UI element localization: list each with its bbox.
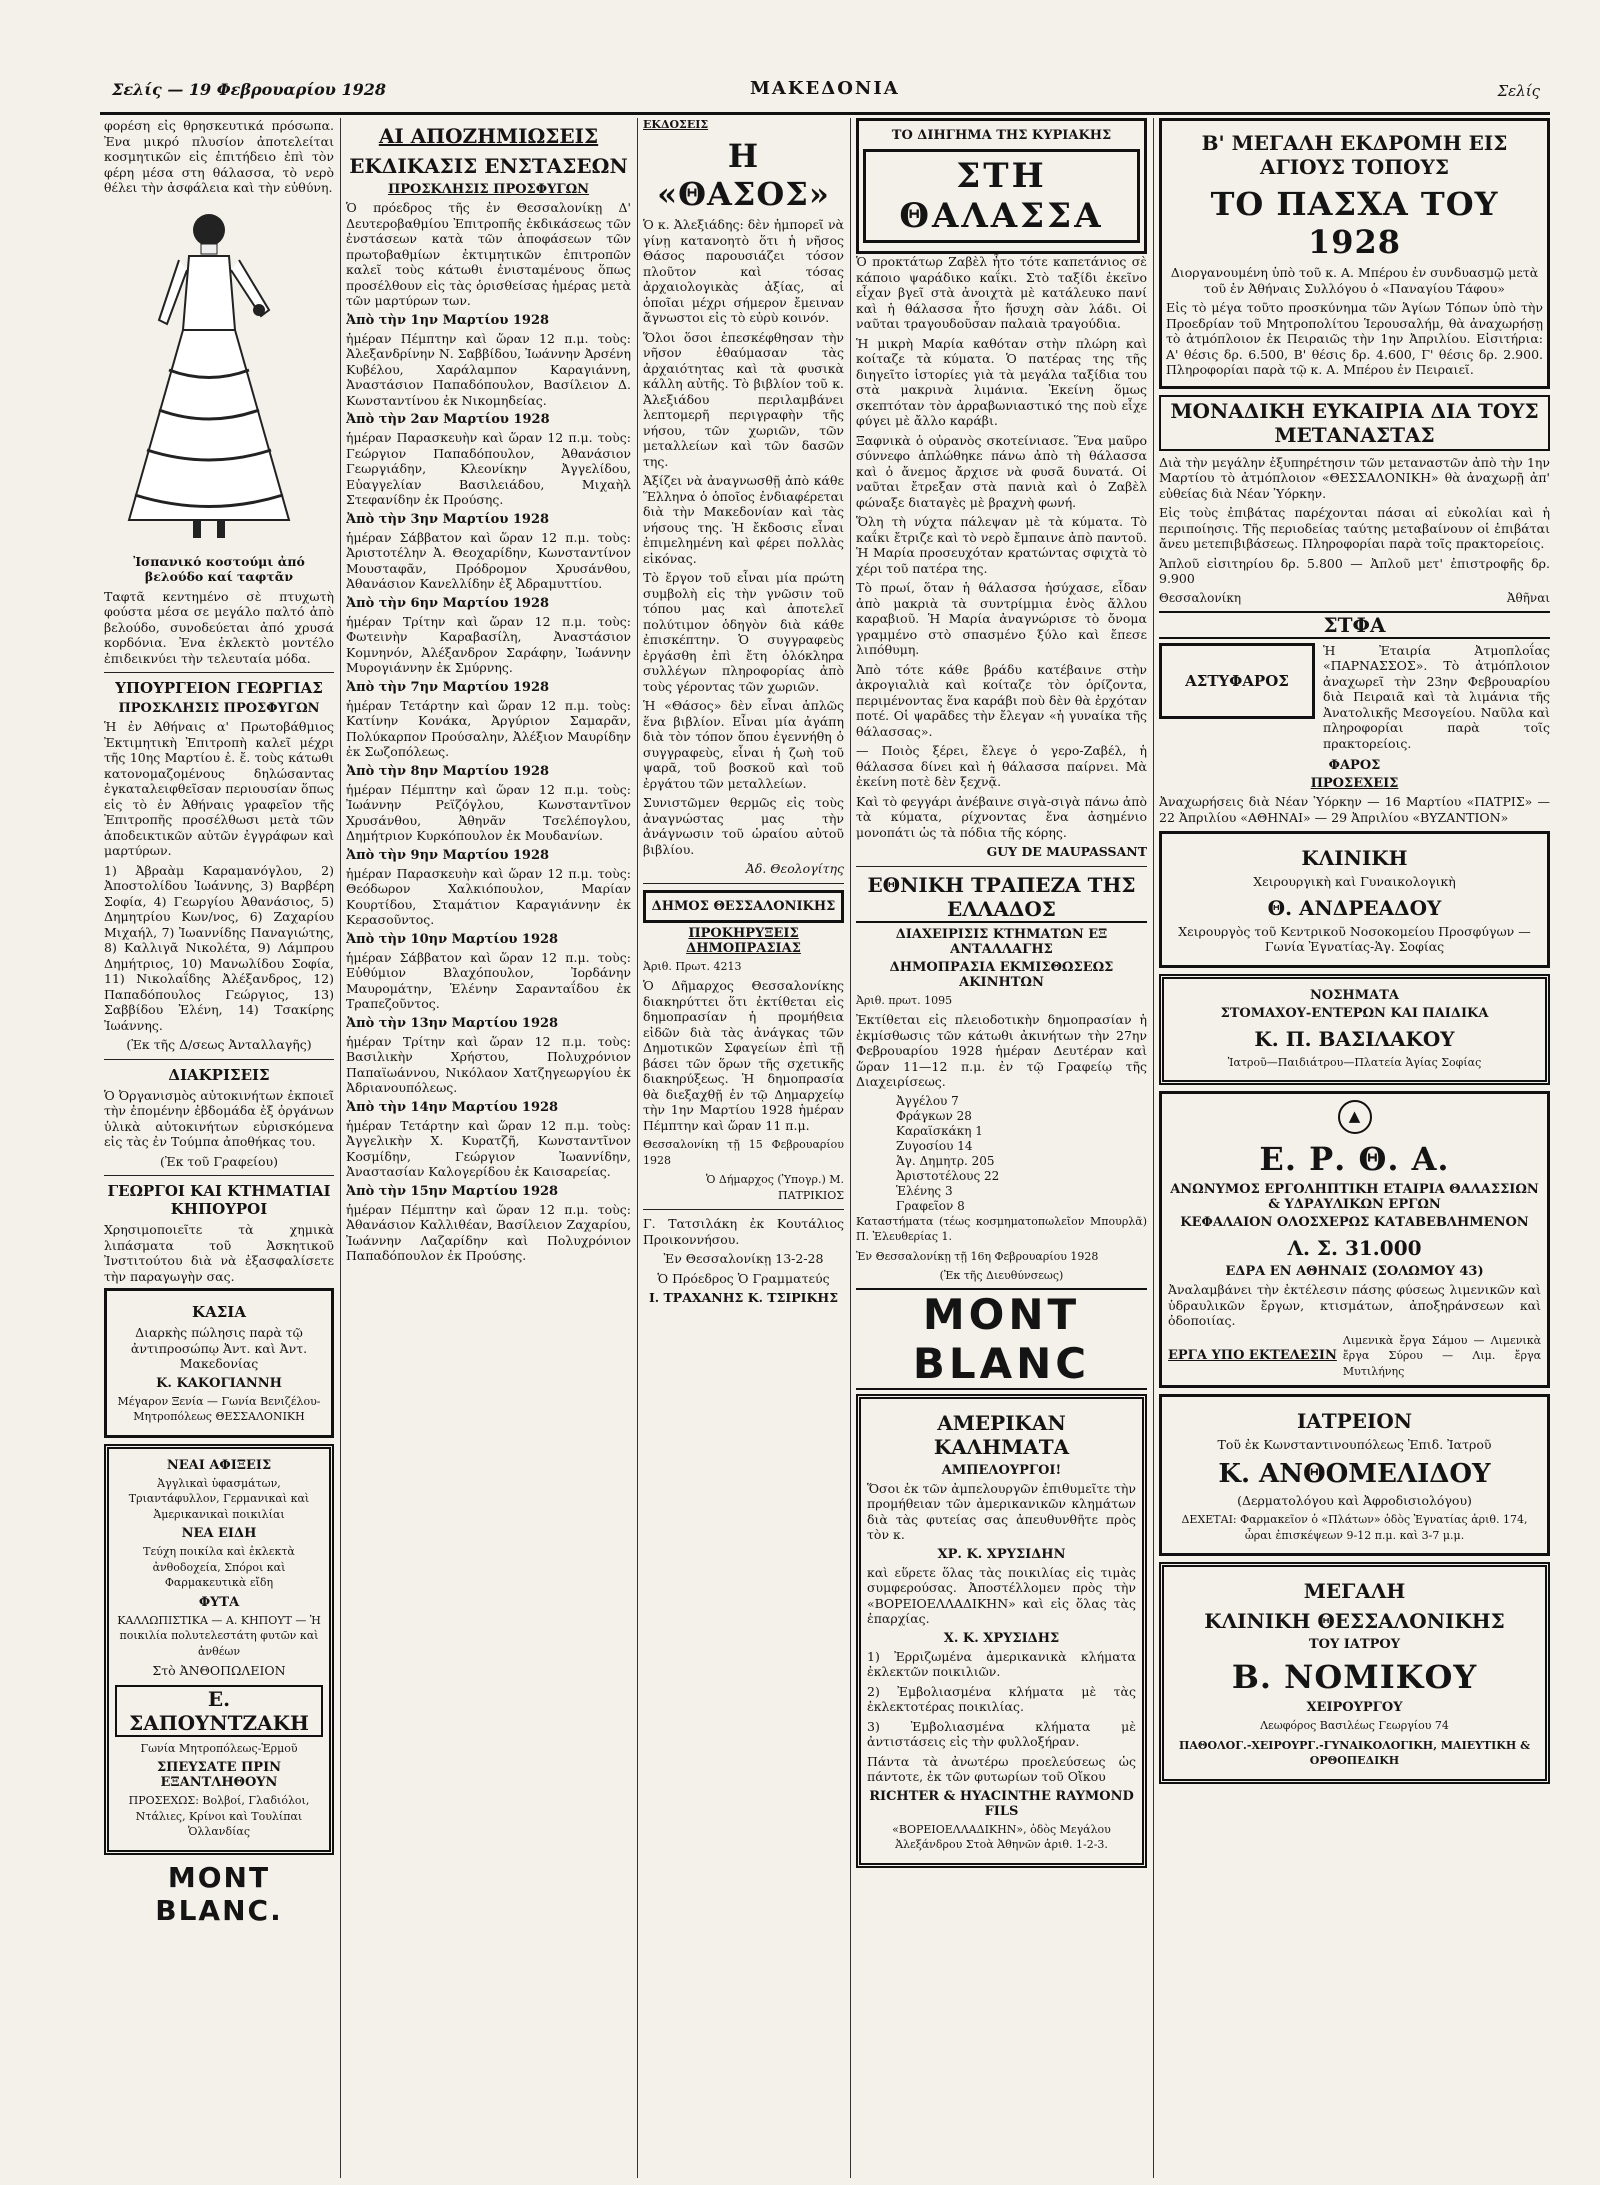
plants-title: ΦΥΤΑ	[198, 1594, 240, 1610]
divider	[104, 672, 334, 673]
stfa-logo: ΑΣΤΥΦΑΡΟΣ	[1159, 643, 1315, 719]
bank-property-item: Ζυγοσίου 14	[896, 1138, 973, 1153]
short-story-header	[856, 118, 1147, 254]
footer-line-2: Ἐν Θεσσαλονίκῃ 13-2-28	[663, 1251, 824, 1266]
schedule-text: ἡμέραν Πέμπτην καὶ ὥραν 12 π.μ. τοὺς: Ἀθανάσιον Καλλιθέαν, Βασίλειον Ζαχαρίου, Ἰωάννην Λαζαρίδην καὶ Πολυχρόνιον Παπαδόπουλον ἐκ Προύσης.	[346, 1201, 631, 1263]
schedule-date: Ἀπὸ τὴν 3ην Μαρτίου 1928	[346, 511, 550, 527]
iatreion-specialty: (Δερματολόγου καὶ Ἀφροδισιολόγου)	[1237, 1492, 1472, 1508]
clinic-subtitle: Χειρουργικὴ καὶ Γυναικολογικὴ	[1253, 874, 1456, 889]
fashion-intro: φορέση εἰς θρησκευτικά πρόσωπα. Ἐνα μικρό πλυσίον ἀποτελείται κοσμητικῶν εἰς ἐπιτήδειο ἐπὶ τὸν φέρη μέσα στη θάλασσα, τὸ νερὸ θέλει τὴν ἀσφάλεια καὶ τὴν εὐθύνη.	[104, 118, 334, 195]
column-rule	[850, 118, 851, 2178]
schedule-date: Ἀπὸ τὴν 13ην Μαρτίου 1928	[346, 1015, 559, 1031]
bank-date: Ἐν Θεσσαλονίκῃ τῇ 16η Φεβρουαρίου 1928	[856, 1249, 1099, 1263]
ertha-badge-row	[1168, 1100, 1541, 1134]
schedule-text: ἡμέραν Σάββατον καὶ ὥραν 12 π.μ. τοὺς: Εὐθύμιον Βλαχόπουλον, Ἰορδάνην Μαυρομάτην, Ἑλένην Σαρανταΐδου ἐκ Τραπεζοῦντος.	[346, 949, 631, 1011]
story-p1: Ὁ προκτάτωρ Ζαβὲλ ἦτο τότε καπετάνιος σὲ κάποιο ψαράδικο καΐκι. Στὸ ταξίδι ἐκεῖνο εἶχαν βγεῖ στὰ ἀνοιχτὰ μὲ κατάλευκο πανί καὶ ἡ θάλασσα ἦτο ἥσυχη σὰν λάδι. Οἱ ναῦται τραγουδοῦσαν παλαιὰ τραγούδια.	[856, 254, 1147, 331]
column-2	[346, 118, 631, 2178]
column-rule	[340, 118, 341, 2178]
mont-blanc-banner: MONT BLANC	[856, 1288, 1147, 1390]
bank-subtitle-2: ΔΗΜΟΠΡΑΣΙΑ ΕΚΜΙΣΘΩΣΕΩΣ ΑΚΙΝΗΤΩΝ	[889, 959, 1114, 990]
ministry-text: Ἡ ἐν Ἀθήναις α' Πρωτοβάθμιος Ἐκτιμητικὴ Ἐπιτροπὴ καλεῖ μέχρι τῆς 10ης Μαρτίου ἐ. ἔ. τοὺς κάτωθι κατονομαζομένους δηλώσαντας ἐγκαταλειφθεῖσαν περιουσίαν ὅπως εἰς τὸ ἐν Ἀθήναις γραφεῖον τῆς Ἐπιτροπῆς προσέλθωσι μετὰ τῶν ἀποδεικτικῶν αὐτῶν ἐγγράφων καὶ μαρτύρων.	[104, 719, 334, 858]
divider	[643, 1209, 844, 1210]
faros-label: ΦΑΡΟΣ	[1328, 758, 1381, 773]
works-row	[1168, 1333, 1541, 1380]
municipality-number: Ἀριθ. Πρωτ. 4213	[643, 959, 742, 973]
kasia-ad	[104, 1288, 334, 1438]
flower-shop-ad	[104, 1444, 334, 1855]
departures-text: Ἀναχωρήσεις διὰ Νέαν Ὑόρκην — 16 Μαρτίου «ΠΑΤΡΙΣ» — 22 Ἀπριλίου «ΑΘΗΝΑΙ» — 29 Ἀπριλίου «ΒΥΖΑΝΤΙΟΝ»	[1159, 794, 1550, 825]
hurry-note: ΣΠΕΥΣΑΤΕ ΠΡΙΝ ΕΞΑΝΤΛΗΘΟΥΝ	[156, 1760, 282, 1790]
bank-number: Ἀριθ. πρωτ. 1095	[856, 993, 953, 1007]
municipality-title-box	[643, 890, 844, 923]
american-vines-name2: Χ. Κ. ΧΡΥΣΙΔΗΣ	[943, 1630, 1060, 1646]
pediatrician-address: Ἰατροῦ—Παιδιάτρου—Πλατεία Ἁγίας Σοφίας	[1227, 1055, 1482, 1069]
schedule-text: ἡμέραν Τετάρτην καὶ ὥραν 12 π.μ. τοὺς: Κατίνην Κονάκα, Ἀργύριον Σαμαρᾶν, Πολύκαρπον Προύσαλην, Ἀλέξιον Μαυρίδην ἐκ Σωζοπόλεως.	[346, 697, 631, 759]
fashion-text: Ταφτᾶ κεντημένο σὲ πτυχωτὴ φούστα μέσα σε μεγάλο παλτό ἀπὸ βελούδο, συνοδεύεται ἀπό χρυσά κορδόνια. Ἐνα ἐκλεκτὸ μοντέλο ἐπιδεικνύει τὴν τελευταία μόδα.	[104, 588, 334, 666]
schedule-date: Ἀπὸ τὴν 9ην Μαρτίου 1928	[346, 847, 550, 863]
municipality-date: Θεσσαλονίκη τῇ 15 Φεβρουαρίου 1928	[643, 1138, 844, 1167]
thasos-p6: Συνιστῶμεν θερμῶς εἰς τοὺς ἀναγνώστας μας τὴν ἀνάγνωσιν τοῦ ὡραίου αὐτοῦ βιβλίου.	[643, 795, 844, 857]
stfa-row	[1159, 643, 1550, 756]
stfa-title: ΣΤΦΑ	[1159, 611, 1550, 639]
page-number: Σελίς	[1497, 82, 1540, 100]
bank-property-item: Ἀγγέλου 7	[896, 1093, 959, 1108]
schedule-text: ἡμέραν Παρασκευὴν καὶ ὥραν 12 π.μ. τοὺς: Γεώργιον Παπαδόπουλον, Ἀθανάσιον Γεωργιάδην, Κλεονίκην Ἀγγελίδου, Εὐαγγελίαν Βασιλειάδου, Μιχαὴλ Στεφανίδην ἐκ Προύσης.	[346, 430, 631, 507]
flower-shop-label: Στὸ ἈΝΘΟΠΩΛΕΙΟΝ	[152, 1663, 286, 1678]
column-rule	[1153, 118, 1154, 2178]
attention-note: ΠΡΟΣΕΧΩΣ: Βολβοί, Γλαδιόλοι, Ντάλιες, Κρίνοι καὶ Τουλίπαι Ὁλλανδίας	[128, 1794, 310, 1838]
american-vines-ad	[856, 1394, 1147, 1868]
big-clinic-megali: ΜΕΓΑΛΗ	[1303, 1579, 1406, 1603]
thasos-p5: Ἡ «Θάσος» δὲν εἶναι ἁπλῶς ἕνα βιβλίον. Εἶναι μία ἀγάπη διὰ τὸν τόπον ὅπου ἐγεννήθη ὁ συγγραφεὺς, εἶναι ἡ ζωὴ τοῦ ψαρᾶ, τοῦ βοσκοῦ καὶ τοῦ ἐργάτου τῶν μεταλλείων.	[643, 698, 844, 791]
ministry-subtitle: ΠΡΟΣΚΛΗΣΙΣ ΠΡΟΣΦΥΓΩΝ	[118, 701, 320, 716]
compensation-sub2: ΠΡΟΣΚΛΗΣΙΣ ΠΡΟΣΦΥΓΩΝ	[387, 182, 590, 197]
story-p7: — Ποιὸς ξέρει, ἔλεγε ὁ γερο-Ζαβέλ, ἡ θάλασσα δίνει καὶ ἡ θάλασσα παίρνει. Μὰ ἐκείνη ποτὲ δὲν ξεχνᾷ.	[856, 743, 1147, 789]
ertha-title: Ε. Ρ. Θ. Α.	[1259, 1140, 1450, 1178]
pilgrimage-ad	[1159, 118, 1550, 389]
divider	[643, 883, 844, 884]
schedule-text: ἡμέραν Σάββατον καὶ ὥραν 12 π.μ. τοὺς: Ἀριστοτέλην Ἀ. Θεοχαρίδην, Κωνσταντίνον Μουσταφᾶν, Πρόδρομον Χρυσάνθου, Ἀθανάσιον Κανελλίδην ἐξ Ἀδραμυττίου.	[346, 529, 631, 591]
american-vines-subtitle: ΑΜΠΕΛΟΥΡΓΟΙ!	[941, 1462, 1062, 1478]
schedule-date: Ἀπὸ τὴν 15ην Μαρτίου 1928	[346, 1183, 559, 1199]
departures-title: ΠΡΟΣΕΧΕΙΣ	[1310, 776, 1399, 791]
bank-property-item: Ἑλένης 3	[896, 1183, 953, 1198]
story-kicker: ΤΟ ΔΙΗΓΗΜΑ ΤΗΣ ΚΥΡΙΑΚΗΣ	[891, 128, 1112, 143]
route-to: Ἀθῆναι	[1506, 590, 1550, 605]
ertha-capital-label: ΚΕΦΑΛΑΙΟΝ ΟΛΟΣΧΕΡΩΣ ΚΑΤΑΒΕΒΛΗΜΕΝΟΝ	[1180, 1215, 1529, 1230]
bank-text: Ἐκτίθεται εἰς πλειοδοτικὴν δημοπρασίαν ἡ ἐκμίσθωσις τῶν κάτωθι ἀκινήτων τὴν 27ην Φεβρουαρίου 1928 ἡμέραν Δευτέραν καὶ ὥραν 11—12 π.μ. ἐν τῷ Γραφείῳ τῆς Διαχειρίσεως.	[856, 1012, 1147, 1089]
fashion-illustration	[109, 200, 329, 550]
new-arrivals-title: ΝΕΑΙ ΑΦΙΞΕΙΣ	[166, 1457, 272, 1473]
pediatrician-name: Κ. Π. ΒΑΣΙΛΑΚΟΥ	[1254, 1026, 1455, 1051]
divider	[856, 866, 1147, 867]
thasos-p4: Τὸ ἔργον τοῦ εἶναι μία πρώτη συμβολὴ εἰς τὴν γνῶσιν τοῦ τόπου μας καὶ ἀποτελεῖ πολύτιμον ὁδηγὸν διὰ κάθε ἐπισκέπτην. Ὁ συγγραφεὺς ἐργάσθη ἐπὶ ἔτη ὁλόκληρα συλλέγων πληροφορίας ἀπὸ τοὺς γέροντας τῶν χωριῶν.	[643, 570, 844, 694]
story-title: ΣΤΗ ΘΑΛΑΣΣΑ	[863, 149, 1140, 243]
story-p5: Τὸ πρωί, ὅταν ἡ θάλασσα ἡσύχασε, εἶδαν ἀπὸ μακριὰ τὰ συντρίμμια ἑνὸς ἄλλου καραβιοῦ. Ἡ Μαρία ἀναγνώρισε τὸ ὄνομα γραμμένο στὸ σπασμένο ξύλο καὶ ἔπεσε λιπόθυμη.	[856, 580, 1147, 657]
kasia-title: ΚΑΣΙΑ	[192, 1303, 246, 1321]
bank-tail: Καταστήματα (τέως κοσμηματοπωλεῖον Μπουρλᾶ) Π. Ἐλευθερίας 1.	[856, 1214, 1147, 1243]
schedule-date: Ἀπὸ τὴν 2αν Μαρτίου 1928	[346, 412, 550, 427]
georgoi-title: ΓΕΩΡΓΟΙ ΚΑΙ ΚΤΗΜΑΤΙΑΙ ΚΗΠΟΥΡΟΙ	[107, 1182, 331, 1218]
clinic-doctor: Θ. ΑΝΔΡΕΑΔΟΥ	[1267, 895, 1442, 920]
american-vines-list1: 1) Ἐρριζωμένα ἀμερικανικὰ κλήματα ἐκλεκτῶν ποικιλιῶν.	[867, 1648, 1136, 1679]
column-4	[856, 118, 1147, 2178]
clinic-text: Χειρουργὸς τοῦ Κεντρικοῦ Νοσοκομείου Προσφύγων — Γωνία Ἐγνατίας-Ἁγ. Σοφίας	[1178, 923, 1531, 954]
schedule-date: Ἀπὸ τὴν 8ην Μαρτίου 1928	[346, 763, 550, 779]
schedule-date: Ἀπὸ τὴν 10ην Μαρτίου 1928	[346, 931, 559, 947]
iatreion-doctor: Κ. ΑΝΘΟΜΕΛΙΔΟΥ	[1218, 1458, 1491, 1489]
thasos-p3: Ἀξίζει νὰ ἀναγνωσθῇ ἀπὸ κάθε Ἕλληνα ὁ ὁποῖος ἐνδιαφέρεται διὰ τὴν Μακεδονίαν καὶ τὰς νήσους της. Ἡ ἔκδοσις εἶναι ἐπιμελημένη καὶ φέρει πολλὰς εἰκόνας.	[643, 473, 844, 566]
big-clinic-ad	[1159, 1562, 1550, 1784]
emigrants-p2: Εἰς τοὺς ἐπιβάτας παρέχονται πάσαι αἱ εὐκολίαι καὶ ἡ περιποίησις. Τῆς περιοδείας ταύτης μεταβαίνουν οἱ ἐπιβάται ἄνευ μετεπιβιβάσεως. Πληροφορίαι παρὰ τοῖς πρακτορείοις.	[1159, 505, 1550, 551]
pilgrimage-title-2: ΤΟ ΠΑΣΧΑ ΤΟΥ 1928	[1210, 185, 1499, 261]
ertha-capital: Λ. Σ. 31.000	[1287, 1236, 1422, 1260]
masthead	[100, 78, 1550, 115]
schedule-date: Ἀπὸ τὴν 1ην Μαρτίου 1928	[346, 312, 550, 328]
column-rule	[637, 118, 638, 2178]
schedule-text: ἡμέραν Πέμπτην καὶ ὥραν 12 π.μ. τοὺς: Ἀλεξανδρίνην Ν. Σαββίδου, Ἰωάννην Ἀρσένη Κυβέλου, Χαράλαμπον Καραγιάννη, Ἀναστάσιον Παπαδόπουλον, Βασίλειον Δ. Κωνσταντίνου ἐκ Νικομηδείας.	[346, 330, 631, 408]
thasos-sign: Ἀδ. Θεολογίτης	[745, 861, 844, 876]
kasia-text: Διαρκὴς πώλησις παρὰ τῷ ἀντιπροσώπῳ Ἀντ. καὶ Ἀντ. Μακεδονίας	[130, 1325, 308, 1371]
works-list: Λιμενικὰ ἔργα Σάμου — Λιμενικὰ ἔργα Σύρου — Λιμ. ἔργα Μυτιλήνης	[1342, 1333, 1541, 1378]
story-p3: Ξαφνικὰ ὁ οὐρανὸς σκοτείνιασε. Ἕνα μαῦρο σύννεφο ἁπλώθηκε πάνω ἀπὸ τὴ θάλασσα καὶ ὁ ἄνεμος ἄρχισε νὰ φυσᾶ δυνατά. Οἱ ναῦται ἔτρεξαν στὰ πανιὰ καὶ ὁ Ζαβὲλ φώναξε διαταγὲς μὲ βραχνὴ φωνή.	[856, 432, 1147, 510]
pediatric-ad	[1159, 974, 1550, 1086]
american-vines-list2: 2) Ἐμβολιασμένα κλήματα μὲ τὰς ἐκλεκτοτέρας ποικιλίας.	[867, 1683, 1136, 1714]
ertha-subtitle: ΑΝΩΝΥΜΟΣ ΕΡΓΟΛΗΠΤΙΚΗ ΕΤΑΙΡΙΑ ΘΑΛΑΣΣΙΩΝ & ΥΔΡΑΥΛΙΚΩΝ ΕΡΓΩΝ	[1170, 1182, 1539, 1212]
bank-property-item: Ἀριστοτέλους 22	[896, 1168, 1000, 1183]
stfa-text: Ἡ Ἐταιρία Ἀτμοπλοΐας «ΠΑΡΝΑΣΣΟΣ». Τὸ ἀτμόπλοιον ἀναχωρεῖ τὴν 23ην Φεβρουαρίου διὰ Πειραιᾶ καὶ τὰ λιμάνια τῆς Ἀνατολικῆς Μεσογείου. Ναῦλα καὶ πληροφορίαι παρὰ τοῖς πρακτορείοις.	[1323, 642, 1550, 751]
diakrixeis-title: ΔΙΑΚΡΙΣΕΙΣ	[168, 1065, 270, 1084]
georgoi-text: Χρησιμοποιεῖτε τὰ χημικὰ λιπάσματα τοῦ Ἀσκητικοῦ Ἰνστιτούτου διὰ νὰ ἐξασφαλίσετε τὴν παραγωγὴν σας.	[104, 1222, 334, 1284]
new-items-text: Τεύχη ποικίλα καὶ ἐκλεκτὰ ἀνθοδοχεία, Σπόροι καὶ Φαρμακευτικὰ εἴδη	[143, 1545, 295, 1589]
pilgrimage-text: Εἰς τὸ μέγα τοῦτο προσκύνημα τῶν Ἁγίων Τόπων ὑπὸ τὴν Προεδρίαν τοῦ Μητροπολίτου Ἱερουσαλήμ, θὰ ἀναχωρήσῃ τὸ ἀτμόπλοιον ἐκ Πειραιῶς τὴν 1ην Ἀπριλίου. Εἰσιτήρια: Α' θέσις δρ. 6.500, Β' θέσις δρ. 4.600, Γ' θέσις δρ. 2.900. Πληροφορίαι παρὰ τῷ κ. Α. Μπέρου ἐν Πειραιεῖ.	[1166, 300, 1543, 377]
ministry-title: ΥΠΟΥΡΓΕΙΟΝ ΓΕΩΡΓΙΑΣ	[115, 679, 323, 697]
ministry-list: 1) Ἀβραὰμ Καραμανόγλου, 2) Ἀποστολίδου Ἰωάννης, 3) Βαρβέρη Σοφία, 4) Γεωργίου Ἀθανάσιος, 5) Δημητρίου Κων/νος, 6) Ζαχαρίου Μιχαήλ, 7) Ἰωαννίδης Παναγιώτης, 8) Καλλιγᾶ Νικολέτα, 9) Λάμπρου Δημήτριος, 10) Μανωλίδου Σοφία, 11) Νικολαΐδης Ἀλέξανδρος, 12) Παπαδόπουλος Γεώργιος, 13) Σαββίδου Ἑλένη, 14) Τσακίρης Ἰωάννης.	[104, 862, 334, 1033]
american-vines-name1: ΧΡ. Κ. ΧΡΥΣΙΔΗΝ	[937, 1546, 1066, 1562]
divider	[104, 1059, 334, 1060]
route-line	[1159, 591, 1550, 605]
schedule-text: ἡμέραν Τρίτην καὶ ὥραν 12 π.μ. τοὺς: Φωτεινὴν Καραβασίλη, Ἀναστάσιον Κομνηνόν, Ἀλέξανδρον Σαράφην, Ἰωάννην Μυρογιάννην ἐκ Σμύρνης.	[346, 613, 631, 675]
footer-line-4: Ι. ΤΡΑΧΑΝΗΣ Κ. ΤΣΙΡΙΚΗΣ	[648, 1290, 839, 1305]
figure-caption: Ἰσπανικό κοστούμι ἀπό βελούδο καί ταφτᾶν	[133, 553, 305, 584]
spanish-costume-figure	[109, 200, 329, 550]
compensation-intro: Ὁ πρόεδρος τῆς ἐν Θεσσαλονίκῃ Δ' Δευτεροβαθμίου Ἐπιτροπῆς ἐκδικάσεως τῶν ἐνστάσεων κατὰ τῶν ἀποφάσεων τῶν πρωτοβαθμίων ἐκτιμητικῶν ἐπιτροπῶν καλεῖ τοὺς κάτωθι ἐνισταμένους ὅπως προσέλθουν εἰς τὰς ὁρισθείσας ἡμέρας μετὰ τῶν μαρτύρων των.	[346, 200, 631, 308]
diseases-title: ΝΟΣΗΜΑΤΑ	[1310, 987, 1399, 1003]
story-p6: Ἀπὸ τότε κάθε βράδυ κατέβαινε στὴν ἀκρογιαλιὰ καὶ κοίταζε τὸν ὁρίζοντα, περιμένοντας ἕνα καράβι ποὺ δὲν θὰ ἐρχόταν ποτέ. Οἱ ψαρᾶδες τὴν ἔλεγαν «ἡ γυναίκα τῆς θάλασσας».	[856, 661, 1147, 739]
schedule-date: Ἀπὸ τὴν 7ην Μαρτίου 1928	[346, 679, 550, 695]
footer-line-1: Γ. Τατσιλάκη ἐκ Κουτάλιος Προικοννήσου.	[643, 1216, 844, 1247]
big-clinic-doctor: Β. ΝΟΜΙΚΟΥ	[1231, 1658, 1478, 1696]
diseases-subtitle: ΣΤΟΜΑΧΟΥ-ΕΝΤΕΡΩΝ ΚΑΙ ΠΑΙΔΙΚΑ	[1220, 1005, 1489, 1021]
compensation-sub1: ΕΚΔΙΚΑΣΙΣ ΕΝΣΤΑΣΕΩΝ	[349, 154, 628, 178]
pilgrimage-title: Β' ΜΕΓΑΛΗ ΕΚΔΡΟΜΗ ΕΙΣ ΑΓΙΟΥΣ ΤΟΠΟΥΣ	[1201, 131, 1508, 179]
diakrixeis-text: Ὁ Ὀργανισμὸς αὐτοκινήτων ἐκποιεῖ τὴν ἐπομένην ἐβδομάδα ἐξ ὀργάνων ὑλικὰ αὐτοκινήτων εὑρισκόμενα εἰς τὰς ἐν Τούμπα ἀποθήκας του.	[104, 1087, 334, 1149]
new-arrivals-text: Ἀγγλικαὶ ὑφασμάτων, Τριαντάφυλλον, Γερμανικαὶ καὶ Ἀμερικανικαὶ ποικιλίαι	[128, 1476, 310, 1521]
thasos-p1: Ὁ κ. Ἀλεξιάδης: δὲν ἠμπορεῖ νὰ γίνῃ κατανοητὸ ὅτι ἡ νῆσος Θάσος παρουσιάζει τόσον πλοῦτον καὶ τόσας ἀρχαιολογικὰς ἀξίας, αἱ ὁποῖαι μέχρι σήμερον ἔμειναν ἄγνωστοι εἰς τὸ εὐρὺ κοινόν.	[643, 217, 844, 325]
kasia-address: Μέγαρον Ξενία — Γωνία Βενιζέλου-Μητροπόλεως ΘΕΣΣΑΛΟΝΙΚΗ	[117, 1394, 321, 1423]
bank-subtitle: ΔΙΑΧΕΙΡΙΣΙΣ ΚΤΗΜΑΤΩΝ ΕΞ ΑΝΤΑΛΛΑΓΗΣ	[895, 926, 1108, 957]
diakrixeis-sign: (Ἐκ τοῦ Γραφείου)	[160, 1153, 278, 1169]
municipality-sign: Ὁ Δήμαρχος (Ὑπογρ.) Μ. ΠΑΤΡΙΚΙΟΣ	[705, 1173, 844, 1202]
american-vines-house: RICHTER & HYACINTHE RAYMOND FILS	[869, 1788, 1134, 1819]
american-vines-p1: Ὅσοι ἐκ τῶν ἀμπελουργῶν ἐπιθυμεῖτε τὴν προμήθειαν τῶν ἀμερικανικῶν κλημάτων διὰ τὰς φυτείας σας ἀπευθυνθῆτε πρὸς τὸν κ.	[867, 1480, 1136, 1542]
big-clinic-address: Λεωφόρος Βασιλέως Γεωργίου 74	[1260, 1719, 1449, 1732]
new-items-title: ΝΕΑ ΕΙΔΗ	[181, 1526, 257, 1541]
column-3	[643, 118, 844, 2178]
iatreion-title: ΙΑΤΡΕΙΟΝ	[1296, 1409, 1413, 1433]
mont-blanc-small: MONT BLANC.	[155, 1860, 283, 1927]
story-author: GUY DE MAUPASSANT	[986, 844, 1147, 859]
hearing-schedule	[346, 313, 631, 1264]
bank-property-item: Ἁγ. Δημητρ. 205	[896, 1153, 995, 1168]
american-vines-p2: καὶ εὕρετε ὅλας τὰς ποικιλίας εἰς τιμὰς συμφερούσας. Ἀποστέλλομεν πρὸς τὴν «ΒΟΡΕΙΟΕΛΛΑΔΙΚΗΝ» καὶ εἰς ὅλας τὰς ἐπαρχίας.	[867, 1564, 1136, 1626]
flower-shop-address: Γωνία Μητροπόλεως-Ἑρμοῦ	[140, 1741, 298, 1755]
works-title: ΕΡΓΑ ΥΠΟ ΕΚΤΕΛΕΣΙΝ	[1168, 1348, 1337, 1364]
story-p2: Ἡ μικρὴ Μαρία καθόταν στὴν πλώρη καὶ κοίταζε τὰ κύματα. Ὁ πατέρας της τῆς διηγεῖτο ἱστορίες γιὰ τὰ μεγάλα ταξίδια του στὰ μακρινὰ λιμάνια. Ἐκείνη ὅμως σκεπτόταν τὸν ἀρραβωνιαστικό της ποὺ εἶχε φύγει μὲ ἄλλο καράβι.	[856, 335, 1147, 428]
column-5	[1159, 118, 1550, 2178]
big-clinic-title: ΚΛΙΝΙΚΗ ΘΕΣΣΑΛΟΝΙΚΗΣ	[1204, 1609, 1505, 1633]
ertha-text: Ἀναλαμβάνει τὴν ἐκτέλεσιν πάσης φύσεως λιμενικῶν καὶ ὑδραυλικῶν ἔργων, κτισμάτων, ἀποξηράνσεων καὶ ὀδοποιίας.	[1168, 1282, 1541, 1328]
thasos-title: Η «ΘΑΣΟΣ»	[657, 137, 830, 213]
bank-sign: (Ἐκ τῆς Διευθύνσεως)	[939, 1269, 1064, 1282]
schedule-date: Ἀπὸ τὴν 6ην Μαρτίου 1928	[346, 595, 550, 611]
schedule-date: Ἀπὸ τὴν 14ην Μαρτίου 1928	[346, 1099, 559, 1115]
pilgrimage-subtitle: Διοργανουμένη ὑπὸ τοῦ κ. Α. Μπέρου ἐν συνδυασμῷ μετὰ τοῦ ἐν Ἀθήναις Συλλόγου ὁ «Παναγίου Τάφου»	[1170, 265, 1539, 296]
municipality-text: Ὁ Δῆμαρχος Θεσσαλονίκης διακηρύττει ὅτι ἐκτίθεται εἰς δημοπρασίαν ἡ προμήθεια εἰδῶν διὰ τὰς ἀνάγκας τῶν Δημοτικῶν Σφαγείων ἐπὶ τῇ βάσει τῶν ὅρων τῆς σχετικῆς διακηρύξεως. Ἡ δημοπρασία θὰ διεξαχθῇ ἐν τῷ Δημαρχείῳ τὴν 1ην Μαρτίου 1928 ἡμέραν Πέμπτην καὶ ὥραν 11 π.μ.	[643, 978, 844, 1133]
bank-property-item: Φράγκων 28	[896, 1108, 972, 1123]
municipality-sub: ΠΡΟΚΗΡΥΞΕΙΣ ΔΗΜΟΠΡΑΣΙΑΣ	[686, 925, 801, 956]
schedule-text: ἡμέραν Πέμπτην καὶ ὥραν 12 π.μ. τοὺς: Ἰωάννην Ρεϊζόγλου, Κωνσταντῖνον Χρυσάνθου, Ἀθηνᾶν Τσελέπογλου, Δημήτριον Κυρκόπουλον ἐκ Μουδανίων.	[346, 781, 631, 843]
story-p4: Ὅλη τὴ νύχτα πάλεψαν μὲ τὰ κύματα. Τὸ καΐκι ἔτριζε καὶ τὸ νερὸ ἔμπαινε ἀπὸ παντοῦ. Ἡ Μαρία προσευχόταν κρατώντας σφιχτὰ τὸ χέρι τοῦ πατέρα της.	[856, 514, 1147, 576]
big-clinic-specialties: ΠΑΘΟΛΟΓ.-ΧΕΙΡΟΥΡΓ.-ΓΥΝΑΙΚΟΛΟΓΙΚΗ, ΜΑΙΕΥΤΙΚΗ & ΟΡΘΟΠΕΔΙΚΗ	[1178, 1738, 1531, 1767]
bank-property-item: Γραφεῖον 8	[896, 1198, 965, 1213]
clinic-title: ΚΛΙΝΙΚΗ	[1301, 846, 1408, 870]
municipality-title: ΔΗΜΟΣ ΘΕΣΣΑΛΟΝΙΚΗΣ	[651, 898, 836, 914]
compensation-title: ΑΙ ΑΠΟΖΗΜΙΩΣΕΙΣ	[378, 124, 599, 148]
section-label: ΕΚΔΟΣΕΙΣ	[643, 118, 709, 131]
thasos-p2: Ὅλοι ὅσοι ἐπεσκέφθησαν τὴν νῆσον ἐθαύμασαν τὰς ἀρχαιότητας καὶ τὰ φυσικὰ κάλλη αὐτῆς. Τὸ βιβλίον τοῦ κ. Ἀλεξιάδου περιλαμβάνει λεπτομερῆ περιγραφὴν τῆς νήσου, τῶν χωριῶν, τῶν μεταλλείων καὶ τῶν δασῶν της.	[643, 329, 844, 469]
story-p8: Καὶ τὸ φεγγάρι ἀνέβαινε σιγὰ-σιγὰ πάνω ἀπὸ τὰ κύματα, ρίχνοντας ἕνα ἀσημένιο μονοπάτι ὡς τὰ πόδια τῆς κόρης.	[856, 793, 1147, 840]
schedule-text: ἡμέραν Τετάρτην καὶ ὥραν 12 π.μ. τοὺς: Ἀγγελικὴν Χ. Κυρατζῆ, Κωνσταντῖνον Κοσμίδην, Γεώργιον Ἰωαννίδην, Ἀναστασίαν Καλογερίδου ἐκ Καισαρείας.	[346, 1117, 631, 1179]
big-clinic-of-doctor: ΤΟΥ ΙΑΤΡΟΥ	[1308, 1637, 1401, 1652]
ertha-seat: ΕΔΡΑ ΕΝ ΑΘΗΝΑΙΣ (ΣΟΛΩΜΟΥ 43)	[1225, 1264, 1484, 1279]
american-vines-list3: 3) Ἐμβολιασμένα κλήματα μὲ ἀντιστάσεις εἰς τὴν φυλλοξήραν.	[867, 1718, 1136, 1749]
iatreion-ad	[1159, 1394, 1550, 1556]
page-date: Σελίς — 19 Φεβρουαρίου 1928	[112, 80, 386, 99]
flower-shop-name: Ε. ΣΑΠΟΥΝΤΖΑΚΗ	[115, 1685, 323, 1737]
emigrants-p3: Ἁπλοῦ εἰσιτηρίου δρ. 5.800 — Ἀπλοῦ μετ' ἐπιστροφῆς δρ. 9.900	[1159, 555, 1550, 586]
column-1	[104, 118, 334, 2178]
iatreion-subtitle: Τοῦ ἐκ Κωνσταντινουπόλεως Ἐπιδ. Ἰατροῦ	[1217, 1437, 1492, 1452]
clinic-ad	[1159, 831, 1550, 968]
emigrants-title: ΜΟΝΑΔΙΚΗ ΕΥΚΑΙΡΙΑ ΔΙΑ ΤΟΥΣ ΜΕΤΑΝΑΣΤΑΣ	[1159, 395, 1550, 451]
ministry-sign: (Ἐκ τῆς Δ/σεως Ἀνταλλαγῆς)	[126, 1037, 312, 1052]
bank-property-list	[856, 1094, 1147, 1214]
kasia-name: Κ. ΚΑΚΟΓΙΑΝΝΗ	[156, 1375, 282, 1391]
iatreion-hours: ΔΕΧΕΤΑΙ: Φαρμακεῖον ὁ «Πλάτων» ὁδὸς Ἐγνατίας ἀριθ. 174, ὧραι ἐπισκέψεων 9-12 π.μ. καὶ 3-7 μ.μ.	[1181, 1513, 1528, 1542]
schedule-text: ἡμέραν Παρασκευὴν καὶ ὥραν 12 π.μ. τοὺς: Θεόδωρον Χαλκιόπουλον, Μαρίαν Κουρτίδου, Σταμάτιον Καραγιάννην ἐκ Κερασοῦντος.	[346, 865, 631, 927]
emigrants-p1: Διὰ τὴν μεγάλην ἐξυπηρέτησιν τῶν μεταναστῶν ἀπὸ τὴν 1ην Μαρτίου τὸ ἀτμόπλοιον «ΘΕΣΣΑΛΟΝΙΚΗ» θὰ ἀναχωρῇ ἀπ' εὐθείας διὰ Νέαν Ὑόρκην.	[1159, 454, 1550, 501]
triangle-badge-icon: ▲	[1338, 1100, 1372, 1134]
american-vines-address: «ΒΟΡΕΙΟΕΛΛΑΔΙΚΗΝ», ὁδὸς Μεγάλου Ἀλεξάνδρου Στοὰ Ἀθηνῶν ἀριθ. 1-2-3.	[892, 1822, 1111, 1851]
big-clinic-surgeon: ΧΕΙΡΟΥΡΓΟΥ	[1306, 1700, 1403, 1715]
american-vines-title: ΑΜΕΡΙΚΑΝ ΚΑΛΗΜΑΤΑ	[933, 1410, 1070, 1459]
route-from: Θεσσαλονίκη	[1159, 590, 1242, 605]
schedule-text: ἡμέραν Τρίτην καὶ ὥραν 12 π.μ. τοὺς: Βασιλικὴν Χρήστου, Πολυχρόνιον Παπαϊωάννου, Νικόλαον Χατζηγεωργίου ἐκ Ἀδριανουπόλεως.	[346, 1033, 631, 1095]
bank-title: ΕΘΝΙΚΗ ΤΡΑΠΕΖΑ ΤΗΣ ΕΛΛΑΔΟΣ	[856, 873, 1147, 923]
footer-line-3: Ὁ Πρόεδρος Ὁ Γραμματεύς	[657, 1270, 830, 1286]
plants-text: ΚΑΛΛΩΠΙΣΤΙΚΑ — Α. ΚΗΠΟΥΤ — Ἡ ποικιλία πολυτελεστάτη φυτῶν καὶ ἀνθέων	[117, 1613, 321, 1658]
american-vines-bottom: Πάντα τὰ ἀνωτέρω προελεύσεως ὡς πάντοτε, ἐκ τῶν φυτωρίων τοῦ Οἴκου	[867, 1753, 1136, 1784]
ertha-ad	[1159, 1091, 1550, 1388]
divider	[104, 1175, 334, 1176]
bank-property-item: Καραϊσκάκη 1	[896, 1123, 983, 1138]
newspaper-title: ΜΑΚΕΔΟΝΙΑ	[750, 78, 900, 99]
